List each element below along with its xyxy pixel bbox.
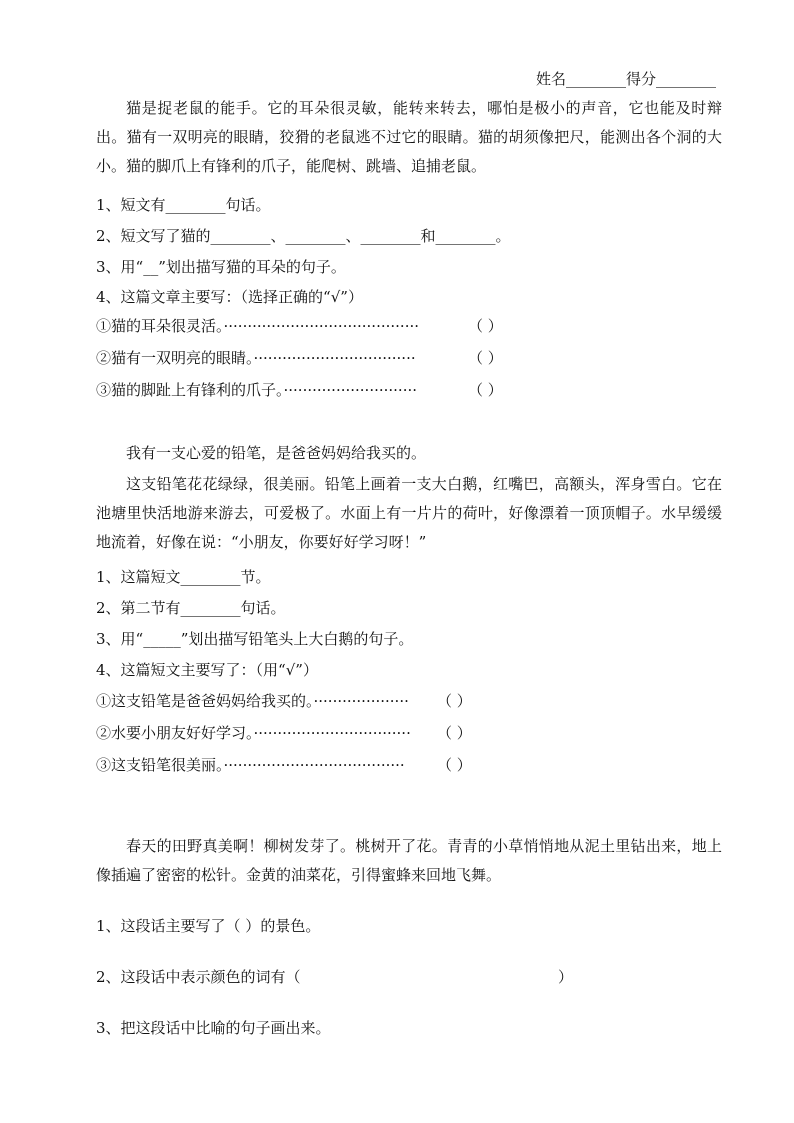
option-1-c: ③猫的脚趾上有锋利的爪子。···························· [96, 381, 418, 399]
answer-paren-2-c: （ ） [437, 756, 472, 774]
question-1-3: 3、用“__”划出描写猫的耳朵的句子。 [96, 258, 346, 276]
answer-paren-1-b: （ ） [468, 349, 503, 367]
question-2-3: 3、用“_____”划出描写铅笔头上大白鹅的句子。 [96, 630, 414, 648]
question-2-2: 2、第二节有________句话。 [96, 599, 286, 617]
passage-cat: 猫是捉老鼠的能手。它的耳朵很灵敏，能转来转去，哪怕是极小的声音，它也能及时辩出。猫有一双明亮的眼睛，狡猾的老鼠逃不过它的眼睛。猫的胡须像把尺，能测出各个洞的大小。猫的脚爪上有锋利的爪子，能爬树、跳墙、追捕老鼠。 [96, 99, 722, 175]
passage-pencil-intro: 我有一支心爱的铅笔，是爸爸妈妈给我买的。 [126, 444, 427, 462]
option-2-b: ②水要小朋友好好学习。································· [96, 724, 411, 742]
question-3-1: 1、这段话主要写了（ ）的景色。 [96, 917, 321, 935]
answer-paren-2-b: （ ） [437, 724, 472, 742]
passage-spring: 春天的田野真美啊！柳树发芽了。桃树开了花。青青的小草悄悄地从泥土里钻出来，地上像插遍了密密的松针。金黄的油菜花，引得蜜蜂来回地飞舞。 [96, 837, 722, 884]
header [536, 68, 716, 89]
option-2-a: ①这支铅笔是爸爸妈妈给我买的。···················· [96, 692, 409, 710]
name-field-label: 姓名________ [535, 70, 626, 88]
question-3-2 [96, 966, 736, 988]
answer-paren-3-2-close: ） [558, 968, 574, 986]
answer-paren-1-c: （ ） [468, 381, 503, 399]
option-1-a: ①猫的耳朵很灵活。········································· [96, 317, 419, 335]
option-1-b: ②猫有一双明亮的眼睛。·································· [96, 349, 416, 367]
question-3-3: 3、把这段话中比喻的句子画出来。 [96, 1019, 331, 1037]
question-2-1: 1、这篇短文________节。 [96, 568, 271, 586]
question-2-4: 4、这篇短文主要写了：（用“√”） [96, 661, 318, 679]
question-3-2-text: 2、这段话中表示颜色的词有（ [96, 968, 301, 986]
score-field-label: 得分________ [625, 70, 716, 88]
question-1-4: 4、这篇文章主要写：（选择正确的“√”） [96, 288, 363, 306]
passage-pencil-body: 这支铅笔花花绿绿，很美丽。铅笔上画着一支大白鹅，红嘴巴，高额头，浑身雪白。它在池塘里快活地游来游去，可爱极了。水面上有一片片的荷叶，好像漂着一顶顶帽子。水早缓缓地流着，好像在说：“小朋友，你要好好学习呀！” [96, 475, 722, 551]
answer-paren-1-a: （ ） [468, 317, 503, 335]
option-2-c: ③这支铅笔很美丽。······································ [96, 756, 405, 774]
answer-paren-2-a: （ ） [437, 692, 472, 710]
question-1-2: 2、短文写了猫的________、________、________和________。 [96, 227, 511, 245]
question-1-1: 1、短文有________句话。 [96, 196, 271, 214]
